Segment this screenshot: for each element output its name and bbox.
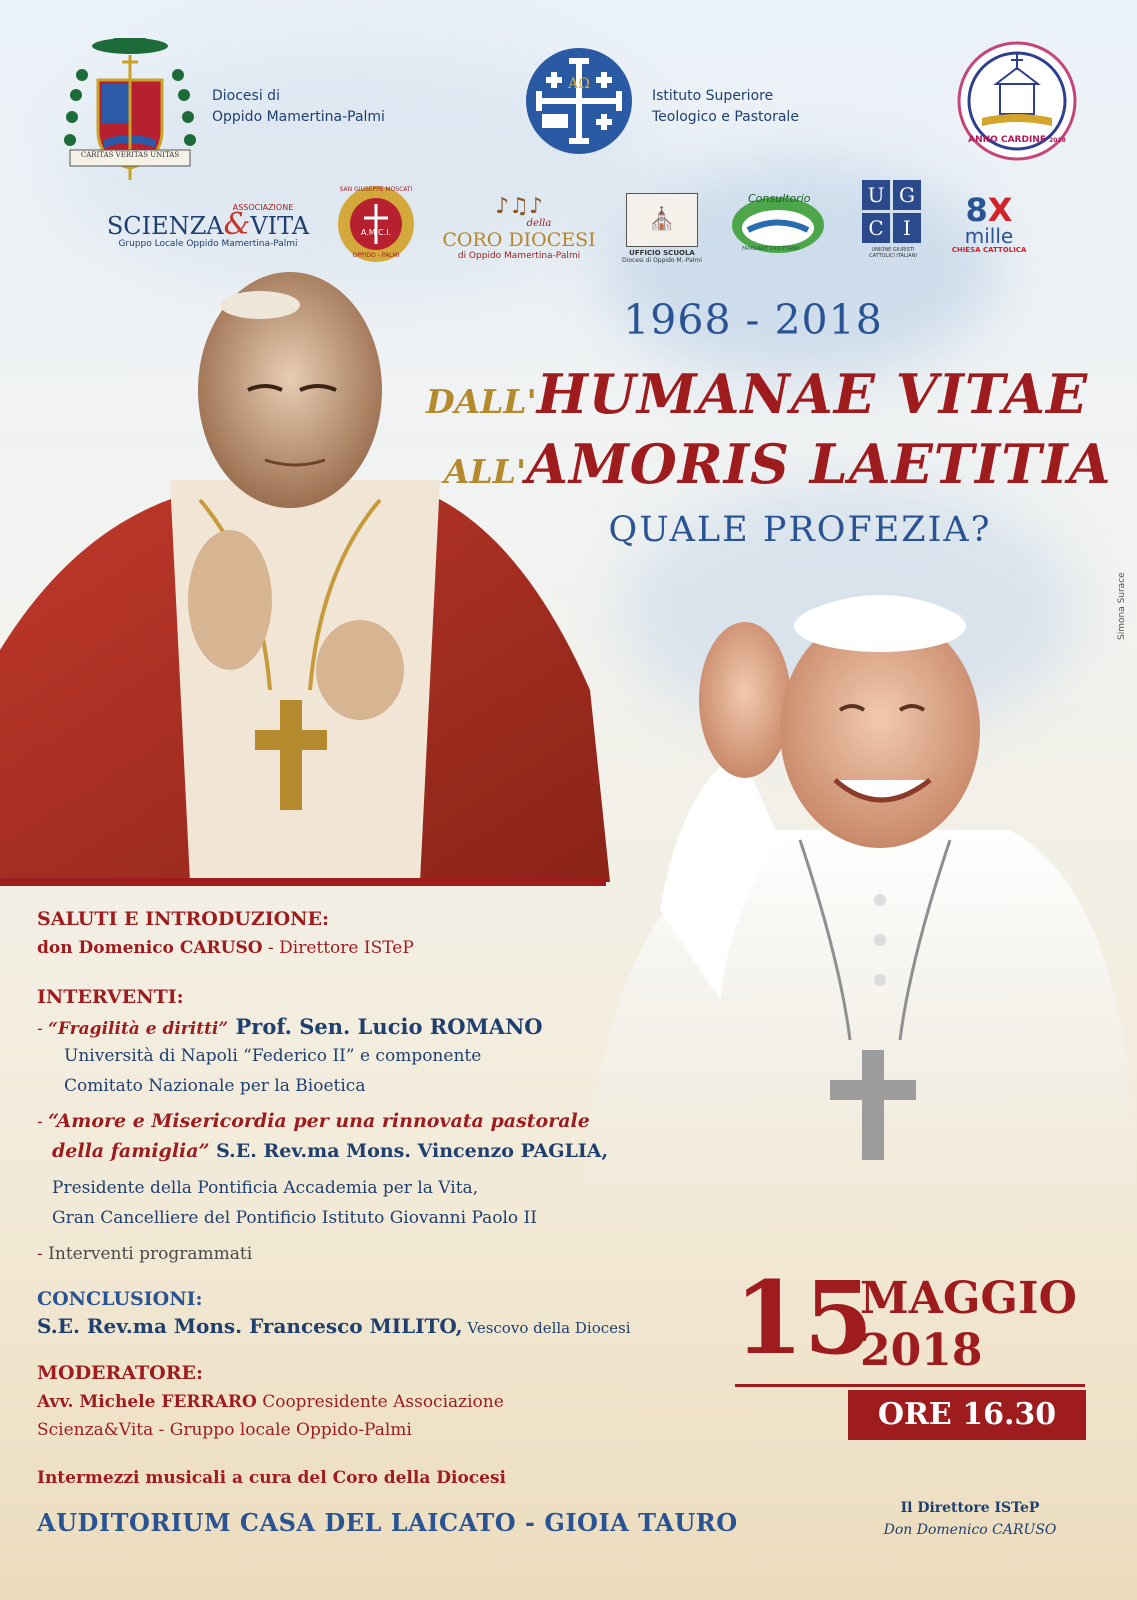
int1-topic: “Fragilità e diritti” [48,1019,229,1039]
saluti-role: - Direttore ISTeP [262,938,414,958]
ugci-letter-c: C [862,213,890,243]
conclusioni-line [37,1314,631,1338]
otto-mille: mille [964,224,1014,248]
time-badge: ORE 16.30 [848,1390,1086,1440]
ugci-letter-u: U [862,180,890,210]
school-engraving-icon: ⛪ [626,193,698,247]
music-notes-icon: ♪♫♪ [495,193,543,219]
int3: Interventi programmati [48,1244,253,1264]
title-prefix-all: ALL' [444,452,527,491]
int2-aff1: Presidente della Pontificia Accademia per la Vita, [52,1178,479,1198]
humanae-vitae-title: HUMANAE VITAE [536,362,1089,426]
pope-francis-portrait [540,580,1137,1220]
otto-num: 8 [965,191,988,229]
istituto-logo [524,46,634,156]
moscati-mid: A.M.C.I. [360,228,392,237]
consultorio-sub: FAMILIARE DIOCESANO [742,246,800,252]
ugci-letter-g: G [893,180,921,210]
musica-note: Intermezzi musicali a cura del Coro della Diocesi [37,1468,506,1488]
intervento-2-line2 [52,1140,608,1162]
saluti-line [37,938,414,958]
signature-line1: Il Direttore ISTeP [900,1500,1040,1516]
istituto-name [652,86,799,128]
intervento-1: - “Fragilità e diritti” Prof. Sen. Lucio ROMANO [37,1014,543,1039]
moscati-bottom: OPPIDO - PALMI [352,252,400,259]
scienza-ampersand: & [223,207,251,242]
ufficio-line1: UFFICIO SCUOLA [629,248,695,257]
coro-della: della [526,217,552,229]
ugci-sub2: CATTOLICI ITALIANI [869,253,917,259]
moderatore-role1: Coopresidente Associazione [256,1392,504,1412]
interventi-title: INTERVENTI: [37,986,184,1008]
int2-topic1: “Amore e Misericordia per una rinnovata pastorale [48,1110,590,1132]
ugci-logo [858,180,928,276]
diocesi-name [212,86,385,128]
diocesi-line1: Diocesi di [212,88,280,104]
coro-name: CORO DIOCESI [442,228,596,251]
saluti-name: don Domenico CARUSO [37,938,263,958]
diocesi-coat-of-arms [60,30,200,190]
date-month: MAGGIO [860,1273,1077,1324]
photo-credit: Simona Surace [1117,572,1127,640]
istituto-line2: Teologico e Pastorale [652,109,799,125]
otto-chiesa: CHIESA CATTOLICA [951,246,1027,254]
ugci-sub1: UNIONE GIURISTI [871,247,915,253]
int1-speaker: Prof. Sen. Lucio ROMANO [228,1014,543,1039]
int2-speaker: S.E. Rev.ma Mons. Vincenzo PAGLIA, [209,1140,609,1162]
date-year: 2018 [860,1325,983,1376]
date-underline [735,1384,1085,1387]
moscati-top: SAN GIUSEPPE MOSCATI [339,186,413,193]
intervento-3: - Interventi programmati [37,1244,253,1264]
signature-line2: Don Domenico CARUSO [883,1522,1057,1538]
int1-aff2: Comitato Nazionale per la Bioetica [64,1076,366,1096]
amoris-laetitia-title: AMORIS LAETITIA [526,432,1112,496]
consultorio-logo [728,190,828,260]
title-line-2 [444,432,1112,496]
question-title: QUALE PROFEZIA? [608,510,992,550]
ufficio-scuola-logo [622,186,702,270]
anno-cardine-label: ANNO CARDINE [968,135,1046,145]
coro-sub: di Oppido Mamertina-Palmi [457,250,581,261]
date-day: 15 [734,1259,874,1377]
ufficio-line2: Diocesi di Oppido M.-Palmi [622,256,702,264]
int2-aff2: Gran Cancelliere del Pontificio Istituto Giovanni Paolo II [52,1208,537,1228]
scienza-word: SCIENZA [106,212,224,240]
istituto-line1: Istituto Superiore [652,88,774,104]
moderatore-role2: Scienza&Vita - Gruppo locale Oppido-Palmi [37,1420,412,1440]
ugci-letter-i: I [893,213,921,243]
anno-cardine-logo [956,40,1078,162]
moderatore-name: Avv. Michele FERRARO [37,1392,257,1412]
int1-aff1: Università di Napoli “Federico II” e componente [64,1046,482,1066]
conclusioni-role: Vescovo della Diocesi [462,1319,631,1337]
venue: AUDITORIUM CASA DEL LAICATO - GIOIA TAURO [37,1508,738,1537]
moscati-logo [336,184,416,264]
scienza-vita-logo [104,196,312,256]
title-prefix-dall: DALL' [426,382,537,421]
scienza-assoc: ASSOCIAZIONE [232,203,294,212]
intervento-2: - “Amore e Misericordia per una rinnovata pastorale [37,1110,590,1132]
coat-motto: CARITAS VERITAS UNITAS [80,151,180,159]
conclusioni-name: S.E. Rev.ma Mons. Francesco MILITO, [37,1314,463,1338]
moderatore-line [37,1392,504,1412]
otto-x: X [987,191,1013,229]
moderatore-title: MODERATORE: [37,1362,204,1384]
saluti-title: SALUTI E INTRODUZIONE: [37,908,330,930]
years-title: 1968 - 2018 [623,296,883,344]
anno-cardine-text [956,135,1078,145]
svg-text:AΩ: AΩ [568,76,590,92]
coro-diocesi-logo [444,192,594,264]
anno-cardine-year: 2018 [1049,137,1066,144]
red-divider-bar [0,878,606,886]
consultorio-name: Consultorio [748,192,811,205]
title-line-1 [426,362,1088,426]
diocesi-line2: Oppido Mamertina-Palmi [212,109,385,125]
int2-topic2: della famiglia” [52,1140,210,1162]
conclusioni-title: CONCLUSIONI: [37,1288,203,1310]
scienza-sub: Gruppo Locale Oppido Mamertina-Palmi [118,239,298,249]
otto-per-mille-logo [946,186,1032,262]
vita-word: VITA [250,212,310,240]
